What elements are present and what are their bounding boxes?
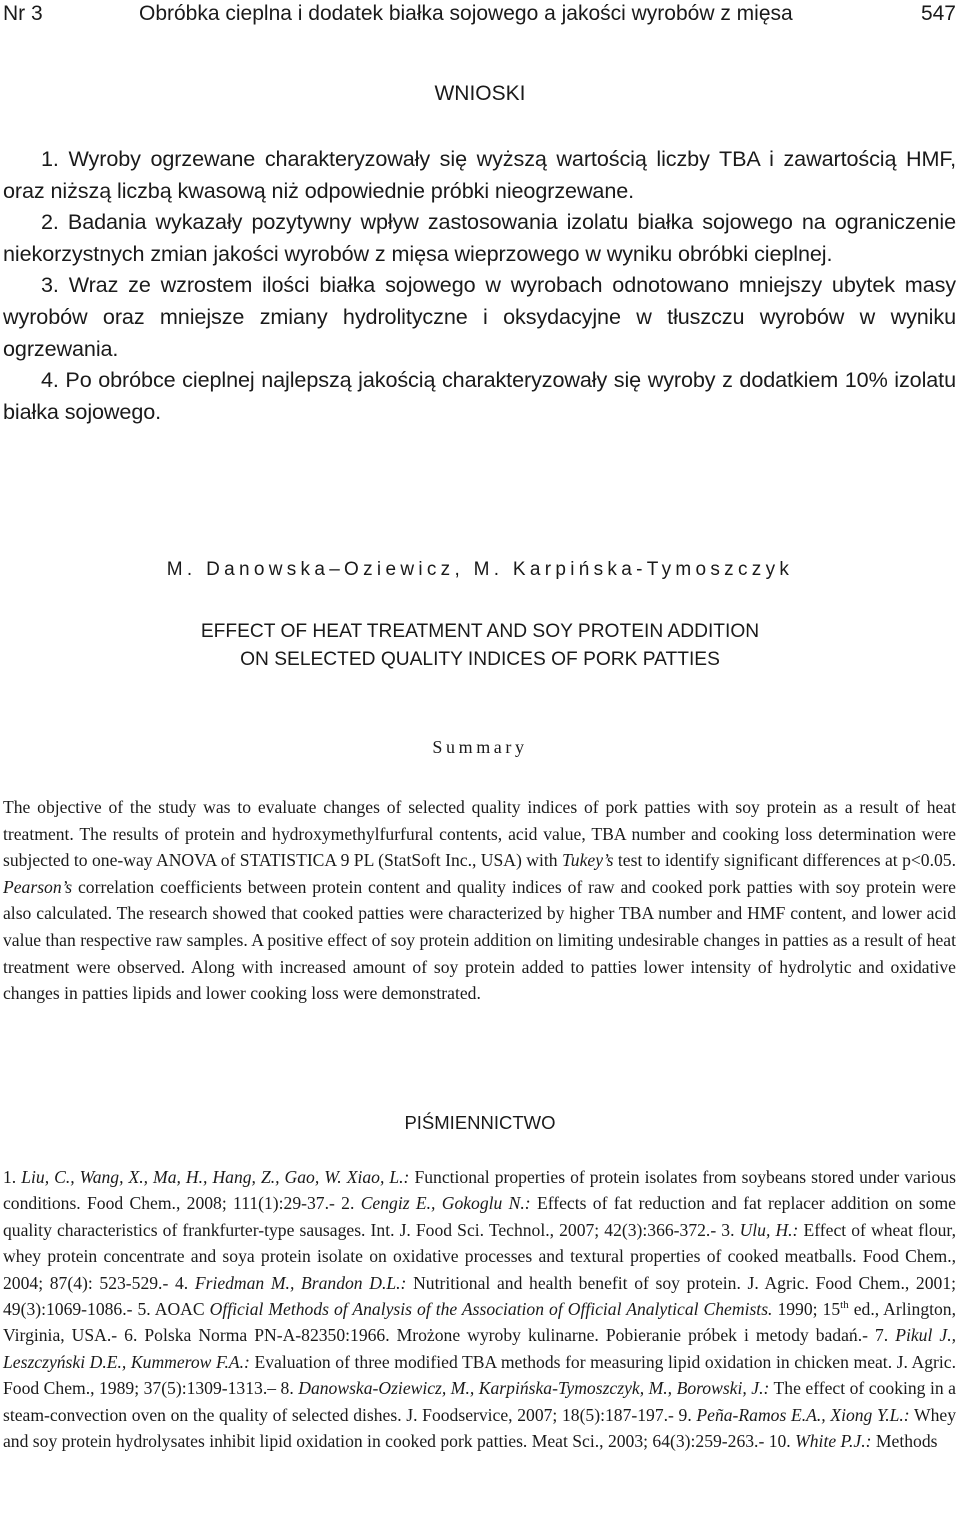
summary-part: The objective of the study was to evaluate changes of selected quality indices of pork patties with soy protein as a result of heat treatment. The results of protein and hydroxymethylfurfural contents, acid value, TBA number and cooking loss determination were subjected to one-way ANOVA of STATISTICA 9 PL (StatSoft Inc., USA) with — [3, 797, 956, 871]
ref-text: ed., Arlington, Virginia, USA.- 6. Polska Norma PN-A-82350:1966. Mrożone wyroby kulinarne. Pobieranie próbek i metody badań.- 7. — [3, 1299, 957, 1346]
english-title-line-2: ON SELECTED QUALITY INDICES OF PORK PATTIES — [240, 649, 720, 670]
ref-authors: Cengiz E., Gokoglu N.: — [360, 1193, 531, 1214]
ref-authors: Danowska-Oziewicz, M., Karpińska-Tymoszczyk, M., Borowski, J.: — [298, 1378, 770, 1399]
conclusion-item: 1. Wyroby ogrzewane charakteryzowały się wyższą wartością liczby TBA i zawartością HMF, oraz niższą liczbą kwasową niż odpowiednie próbki nieogrzewane. — [3, 146, 956, 203]
ref-authors: Pikul J., Leszczyński D.E., Kummerow F.A.: — [3, 1325, 956, 1372]
references-list — [3, 1164, 956, 1454]
ref-text: Methods — [871, 1431, 938, 1452]
ref-text: Functional properties of protein isolates from soybeans stored under various conditions. Food Chem., 2008; 111(1):29-37.- 2. — [3, 1167, 956, 1214]
english-title-line-1: EFFECT OF HEAT TREATMENT AND SOY PROTEIN ADDITION — [200, 621, 760, 642]
conclusions-heading: WNIOSKI — [434, 82, 526, 105]
ref-text: Whey and soy protein hydrolysates inhibit lipid oxidation in cooked pork patties. Meat Sci., 2003; 64(3):259-263.- 10. — [3, 1404, 956, 1452]
ref-authors: White P.J.: — [795, 1431, 872, 1452]
summary-italic: Tukey’s — [561, 850, 614, 871]
ref-number: 1. — [3, 1167, 22, 1187]
ref-authors: Ulu, H.: — [739, 1219, 799, 1240]
english-authors: M. Danowska–Oziewicz, M. Karpińska-Tymoszczyk — [166, 559, 794, 580]
conclusions-list — [3, 143, 956, 427]
summary-heading: Summary — [432, 737, 528, 757]
english-title — [0, 618, 960, 674]
running-head — [3, 2, 956, 32]
conclusion-item: 2. Badania wykazały pozytywny wpływ zastosowania izolatu białka sojowego na ograniczenie niekorzystnych zmian jakości wyrobów z mięsa wieprzowego w wyniku obróbki cieplnej. — [3, 209, 956, 266]
summary-part: correlation coefficients between protein content and quality indices of raw and cooked pork patties with soy protein were also calculated. The research showed that cooked patties were characterized by higher TBA number and HMF content, and lower acid value than respective raw samples. A positive effect of soy protein addition on limiting undesirable changes in patties as a result of heat treatment were observed. Along with increased amount of soy protein added to patties lower intensity of hydrolytic and oxidative changes in patties lipids and lower cooking loss were demonstrated. — [3, 876, 956, 1004]
ref-text: Effects of fat reduction and fat replacer addition on some quality characteristics of frankfurter-type sausages. Int. J. Food Sci. Technol., 2007; 42(3):366-372.- 3. — [3, 1193, 956, 1240]
ref-authors: Peña-Ramos E.A., Xiong Y.L.: — [696, 1404, 910, 1425]
ref-title: Official Methods of Analysis of the Association of Official Analytical Chemists. — [209, 1299, 773, 1320]
running-title: Obróbka cieplna i dodatek białka sojowego a jakości wyrobów z mięsa — [139, 2, 793, 25]
ref-superscript: th — [840, 1299, 849, 1312]
issue-number: Nr 3 — [3, 2, 43, 25]
ref-authors: Liu, C., Wang, X., Ma, H., Hang, Z., Gao, W. Xiao, L.: — [21, 1167, 410, 1187]
conclusion-item: 3. Wraz ze wzrostem ilości białka sojowego w wyrobach odnotowano mniejszy ubytek masy wyrobów oraz mniejsze zmiany hydrolityczne i oksydacyjne w tłuszczu wyrobów w wyniku ogrzewania. — [3, 272, 956, 361]
references-heading: PIŚMIENNICTWO — [404, 1112, 556, 1133]
ref-text: The effect of cooking in a steam-convection oven on the quality of selected dishes. J. Foodservice, 2007; 18(5):187-197.- 9. — [3, 1378, 956, 1425]
page-number: 547 — [920, 2, 956, 25]
summary-italic: Pearson’s — [3, 876, 73, 897]
conclusion-item: 4. Po obróbce cieplnej najlepszą jakością charakteryzowały się wyroby z dodatkiem 10% izolatu białka sojowego. — [3, 367, 956, 424]
ref-text: Evaluation of three modified TBA methods for measuring lipid oxidation in chicken meat. J. Agric. Food Chem., 1989; 37(5):1309-1313.– 8. — [3, 1351, 957, 1399]
summary-text — [3, 794, 956, 1007]
ref-authors: Friedman M., Brandon D.L.: — [194, 1272, 407, 1293]
ref-text: 1990; 15 — [772, 1299, 841, 1320]
ref-text: Effect of wheat flour, whey protein concentrate and soya protein isolate on oxidative processes and textural properties of cooked meatballs. Food Chem., 2004; 87(4): 523-529.- 4. — [3, 1219, 956, 1293]
ref-text: Nutritional and health benefit of soy protein. J. Agric. Food Chem., 2001; 49(3):1069-1086.- 5. AOAC — [3, 1272, 957, 1320]
summary-part: test to identify significant differences at p<0.05. — [613, 850, 956, 871]
